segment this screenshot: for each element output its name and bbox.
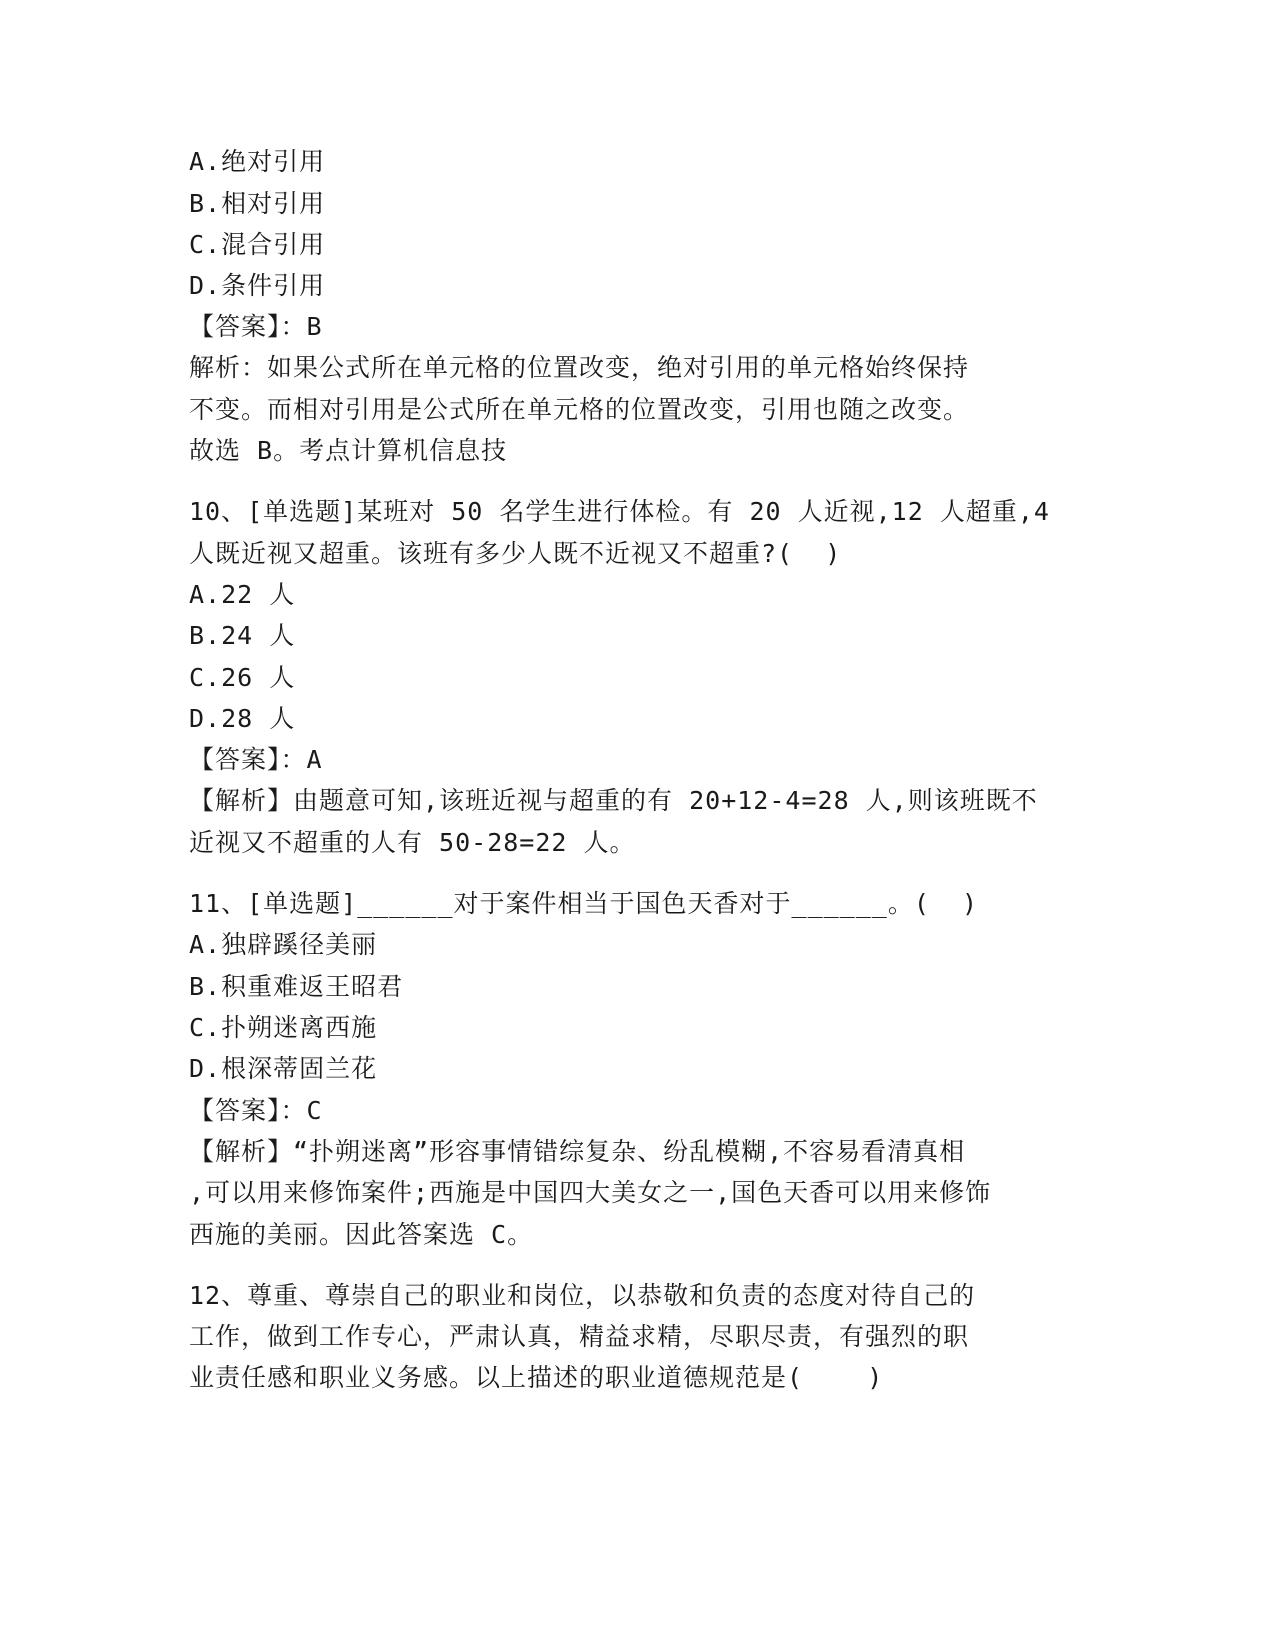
q9-option-d: D.条件引用 <box>189 271 326 300</box>
q10-stem-line-1: 10、[单选题]某班对 50 名学生进行体检。有 20 人近视,12 人超重,4 <box>189 497 1050 526</box>
q9-option-b: B.相对引用 <box>189 189 326 218</box>
q10-analysis-line-2: 近视又不超重的人有 50-28=22 人。 <box>189 828 636 857</box>
q11-answer: 【答案】：C <box>189 1096 323 1125</box>
q10-analysis-line-1: 【解析】由题意可知,该班近视与超重的有 20+12-4=28 人,则该班既不 <box>189 786 1038 815</box>
q9-option-c: C.混合引用 <box>189 230 326 259</box>
q10-answer: 【答案】：A <box>189 745 323 774</box>
q11-stem-line-1: 11、[单选题]______对于案件相当于国色天香对于______。( ) <box>189 889 979 918</box>
q10-stem-line-2: 人既近视又超重。该班有多少人既不近视又不超重?( ) <box>189 539 842 568</box>
q12-stem-line-3: 业责任感和职业义务感。以上描述的职业道德规范是( ) <box>189 1363 884 1392</box>
q11-analysis-line-2: ,可以用来修饰案件;西施是中国四大美女之一,国色天香可以用来修饰 <box>189 1178 992 1207</box>
q9-analysis-line-2: 不变。而相对引用是公式所在单元格的位置改变，引用也随之改变。 <box>189 395 970 424</box>
q11-option-c: C.扑朔迷离西施 <box>189 1013 378 1042</box>
q10-option-a: A.22 人 <box>189 580 296 609</box>
q11-analysis-line-1: 【解析】“扑朔迷离”形容事情错综复杂、纷乱模糊,不容易看清真相 <box>189 1137 966 1166</box>
q10-option-d: D.28 人 <box>189 704 296 733</box>
q9-analysis-line-3: 故选 B。考点计算机信息技 <box>189 436 508 465</box>
q9-option-a: A.绝对引用 <box>189 147 326 176</box>
q11-option-d: D.根深蒂固兰花 <box>189 1054 378 1083</box>
q12-stem-line-2: 工作，做到工作专心，严肃认真，精益求精，尽职尽责，有强烈的职 <box>189 1322 970 1351</box>
q12-stem-line-1: 12、尊重、尊崇自己的职业和岗位，以恭敬和负责的态度对待自己的 <box>189 1281 976 1310</box>
q11-option-a: A.独辟蹊径美丽 <box>189 930 378 959</box>
q11-analysis-line-3: 西施的美丽。因此答案选 C。 <box>189 1220 534 1249</box>
q9-analysis-line-1: 解析：如果公式所在单元格的位置改变，绝对引用的单元格始终保持 <box>189 353 970 382</box>
q11-option-b: B.积重难返王昭君 <box>189 972 404 1001</box>
q10-option-c: C.26 人 <box>189 663 296 692</box>
q9-answer: 【答案】：B <box>189 312 323 341</box>
q10-option-b: B.24 人 <box>189 621 296 650</box>
